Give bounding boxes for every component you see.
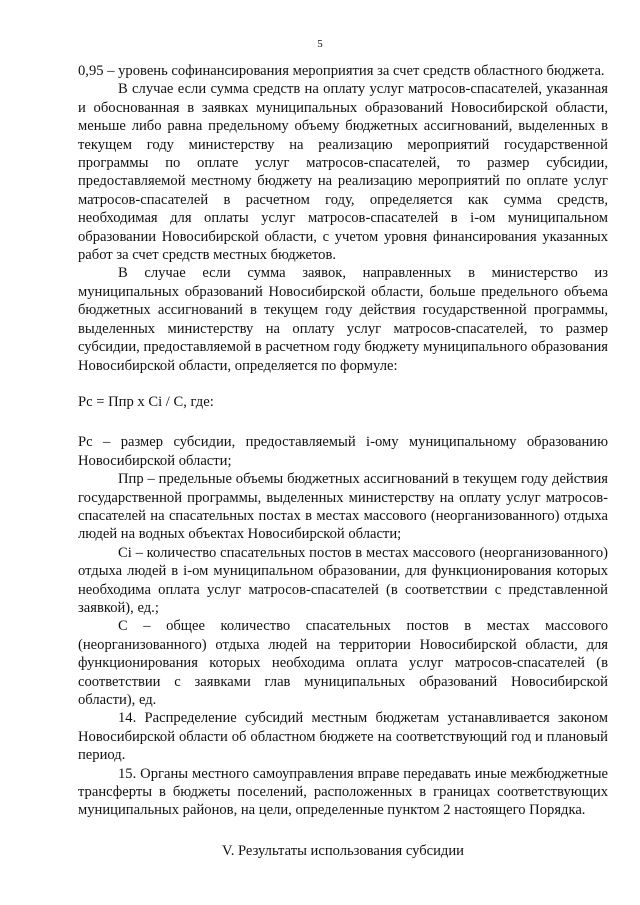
paragraph: 0,95 – уровень софинансирования мероприятия за счет средств областного бюджета.	[78, 63, 605, 79]
clause-14: 14. Распределение субсидий местным бюджетам устанавливается законом Новосибирской области об областном бюджете на соответствующий год и плановый период.	[78, 710, 608, 764]
definition: Рс – размер субсидии, предоставляемый i-ому муниципальному образованию Новосибирской области;	[78, 434, 608, 469]
definition: С – общее количество спасательных постов в местах массового (неорганизованного) отдыха людей на территории Новосибирской области, для функционирования которых необходима оплата услуг матросов-спасателей (в соответствии с заявками глав муниципальных образований Новосибирской области), ед.	[78, 618, 608, 708]
page-number: 5	[317, 38, 323, 50]
paragraph: В случае если сумма заявок, направленных в министерство из муниципальных образований Новосибирской области, больше предельного объема бюджетных ассигнований в текущем году действия государственной программы, выделенных министерству на оплату услуг матросов-спасателей, то размер субсидии, предоставляемой в расчетном году бюджету муниципального образования Новосибирской области, определяется по формуле:	[78, 265, 608, 374]
section-heading: V. Результаты использования субсидии	[222, 842, 464, 859]
definition: Ci – количество спасательных постов в местах массового (неорганизованного) отдыха людей в i-ом муниципальном образовании, для функционирования которых необходима оплата услуг матросов-спасателей (в соответствии с представленной заявкой), ед.;	[78, 544, 608, 616]
clause-15: 15. Органы местного самоуправления вправе передавать иные межбюджетные трансферты в бюджеты поселений, расположенных в границах соответствующих муниципальных районов, на цели, определенные пунктом 2 настоящего Порядка.	[78, 765, 608, 819]
paragraph: В случае если сумма средств на оплату услуг матросов-спасателей, указанная и обоснованная в заявках муниципальных образований Новосибирской области, меньше либо равна предельному объему бюджетных ассигнований, выделенных в текущем году министерству на реализацию мероприятий государственной программы по оплате услуг матросов-спасателей, то размер субсидии, предоставляемой местному бюджету на реализацию мероприятий по оплате услуг матросов-спасателей в расчетном году, определяется как сумма средств, необходимая для оплаты услуг матросов-спасателей в i-ом муниципальном образовании Новосибирской области, с учетом уровня финансирования указанных работ за счет средств местных бюджетов.	[78, 81, 608, 264]
definition: Ппр – предельные объемы бюджетных ассигнований в текущем году действия государственной программы, выделенных министерству на оплату услуг матросов-спасателей на спасательных постах в местах массового (неорганизованного) отдыха людей на водных объектах Новосибирской области;	[78, 471, 608, 543]
formula: Рс = Ппр х Ci / C, где:	[78, 393, 214, 410]
document-body	[78, 62, 608, 860]
